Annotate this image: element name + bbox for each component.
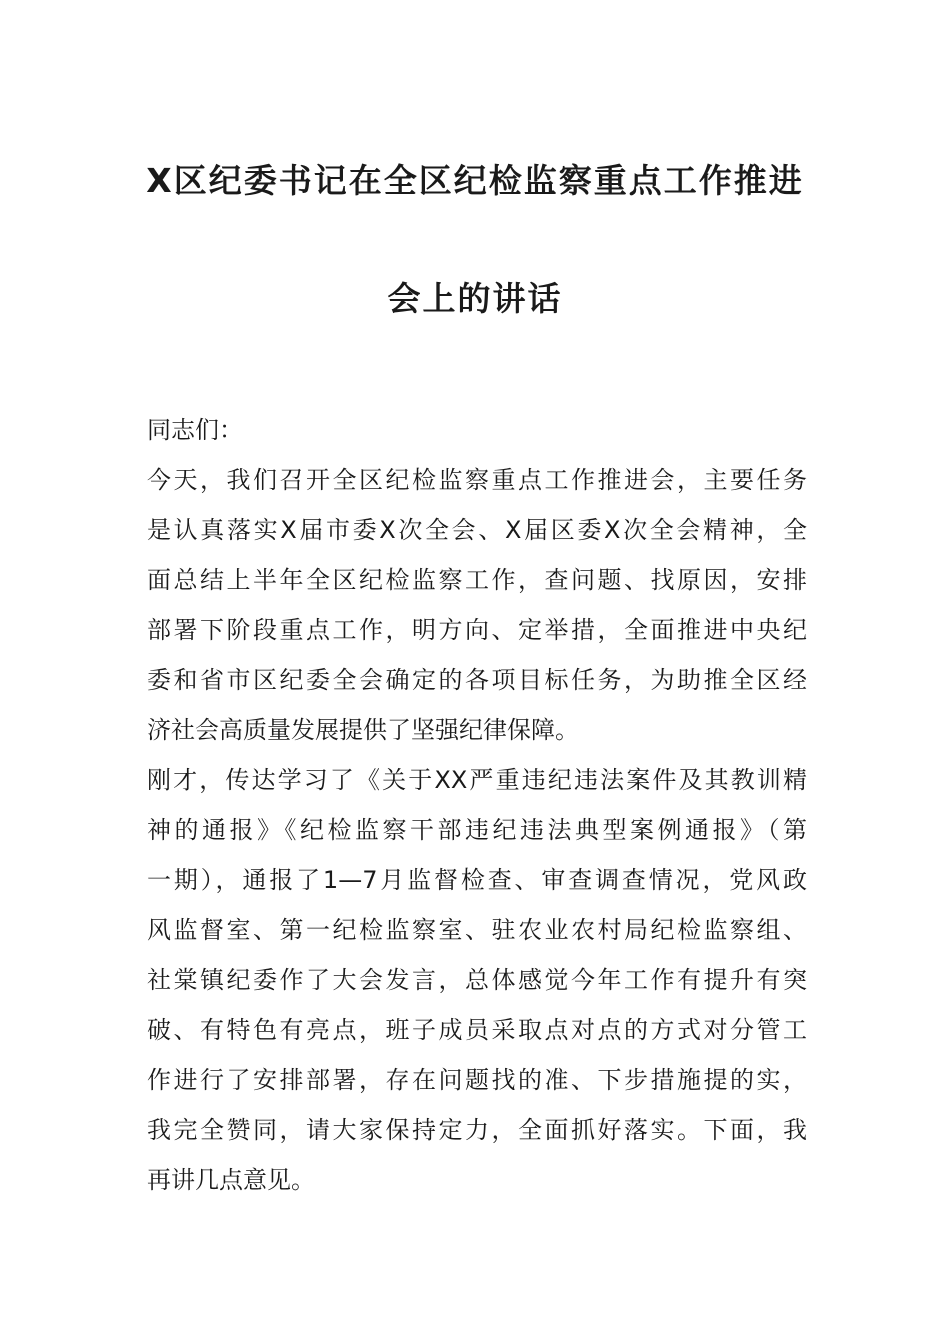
paragraph-2-line-8: 我完全赞同，请大家保持定力，全面抓好落实。下面，我 — [147, 1116, 807, 1144]
paragraph-2-line-5: 社棠镇纪委作了大会发言，总体感觉今年工作有提升有突 — [147, 966, 807, 994]
paragraph-2-line-9: 再讲几点意见。 — [147, 1166, 315, 1194]
paragraph-2-line-4: 风监督室、第一纪检监察室、驻农业农村局纪检监察组、 — [147, 916, 807, 944]
paragraph-2-line-1: 刚才，传达学习了《关于XX严重违纪违法案件及其教训精 — [147, 766, 807, 794]
paragraph-2-line-3: 一期），通报了1—7月监督检查、审查调查情况，党风政 — [147, 866, 807, 894]
paragraph-1-line-4: 部署下阶段重点工作，明方向、定举措，全面推进中央纪 — [147, 616, 807, 644]
paragraph-1-line-5: 委和省市区纪委全会确定的各项目标任务，为助推全区经 — [147, 666, 807, 694]
greeting: 同志们： — [147, 416, 243, 444]
paragraph-1-line-2: 是认真落实X届市委X次全会、X届区委X次全会精神，全 — [147, 516, 807, 544]
document-title-line-2: 会上的讲话 — [387, 279, 563, 318]
paragraph-1-line-6: 济社会高质量发展提供了坚强纪律保障。 — [147, 716, 579, 744]
paragraph-2-line-2: 神的通报》《纪检监察干部违纪违法典型案例通报》（第 — [147, 816, 807, 844]
paragraph-2-line-7: 作进行了安排部署，存在问题找的准、下步措施提的实， — [147, 1066, 807, 1094]
paragraph-1-line-3: 面总结上半年全区纪检监察工作，查问题、找原因，安排 — [147, 566, 807, 594]
document-title-line-1: X区纪委书记在全区纪检监察重点工作推进 — [146, 161, 804, 200]
paragraph-2-line-6: 破、有特色有亮点，班子成员采取点对点的方式对分管工 — [147, 1016, 807, 1044]
paragraph-1-line-1: 今天，我们召开全区纪检监察重点工作推进会，主要任务 — [147, 466, 807, 494]
